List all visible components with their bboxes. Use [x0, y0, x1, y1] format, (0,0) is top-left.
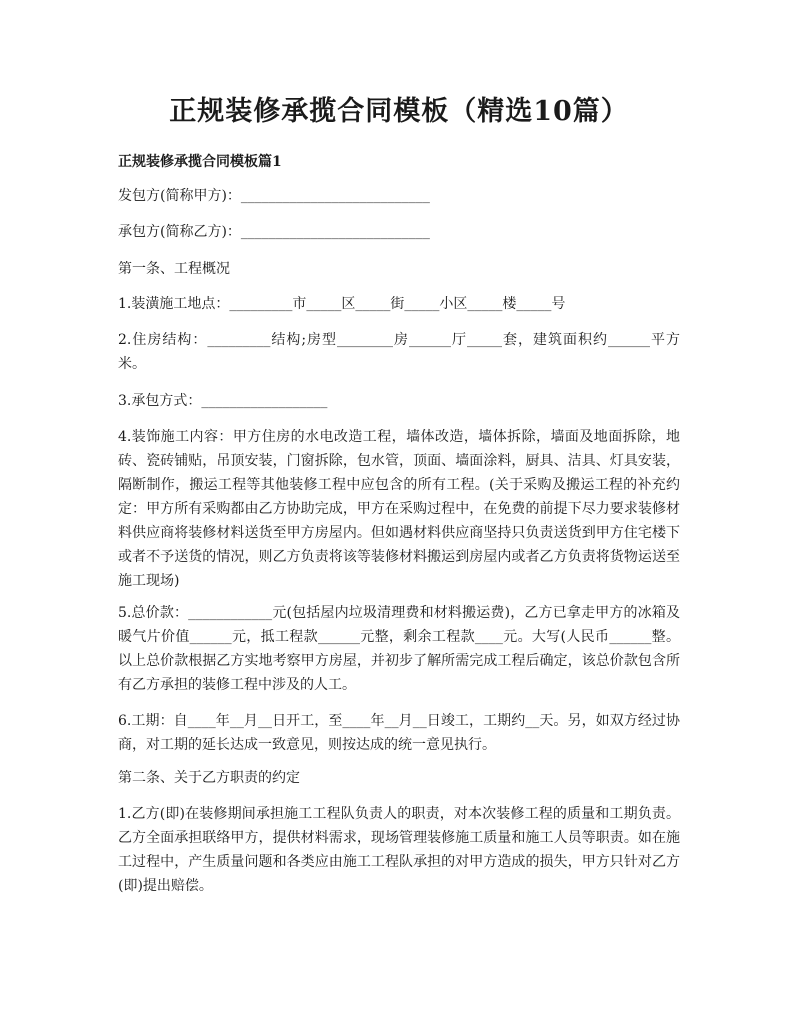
party-b-line: 承包方(简称乙方)：___________________________ [118, 224, 430, 240]
party-a-line: 发包方(简称甲方)：___________________________ [118, 188, 430, 204]
clause-3-contract-method: 3.承包方式：__________________ [118, 393, 328, 409]
section-heading: 正规装修承揽合同模板篇1 [118, 154, 282, 170]
clause-2-structure: 2.住房结构：_________结构;房型________房______厅_____套，建筑面积约______平方米。 [118, 332, 680, 372]
clause-1-location: 1.装潢施工地点：_________市_____区_____街_____小区_____楼_____号 [118, 296, 566, 312]
clause-4-construction-content: 4.装饰施工内容：甲方住房的水电改造工程，墙体改造，墙体拆除，墙面及地面拆除，地砖、瓷砖铺贴，吊顶安装，门窗拆除，包水管，顶面、墙面涂料，厨具、洁具、灯具安装，隔断制作，搬运工程等其他装修工程中应包含的所有工程。(关于采购及搬运工程的补充约定：甲方所有采购都由乙方协助完成，甲方在采购过程中，在免费的前提下尽力要求装修材料供应商将装修材料送货至甲方房屋内。但如遇材料供应商坚持只负责送货到甲方住宅楼下或者不予送货的情况，则乙方负责将该等装修材料搬运到房屋内或者乙方负责将货物运送至施工现场) [118, 429, 680, 589]
clause-6-duration: 6.工期：自____年__月__日开工，至____年__月__日竣工，工期约__天。另，如双方经过协商，对工期的延长达成一致意见，则按达成的统一意见执行。 [118, 713, 680, 753]
article-1-heading: 第一条、工程概况 [118, 261, 230, 277]
article-2-clause-1: 1.乙方(即)在装修期间承担施工工程队负责人的职责，对本次装修工程的质量和工期负责。乙方全面承担联络甲方，提供材料需求，现场管理装修施工质量和施工人员等职责。如在施工过程中，产生质量问题和各类应由施工工程队承担的对甲方造成的损失，甲方只针对乙方(即)提出赔偿。 [118, 806, 680, 894]
article-2-heading: 第二条、关于乙方职责的约定 [118, 770, 300, 786]
document-title: 正规装修承揽合同模板（精选10篇） [169, 96, 629, 127]
clause-5-total-price: 5.总价款：____________元(包括屋内垃圾清理费和材料搬运费)，乙方已拿走甲方的冰箱及暖气片价值______元，抵工程款______元整，剩余工程款____元。大写(人民币______整。以上总价款根据乙方实地考察甲方房屋，并初步了解所需完成工程后确定，该总价款包含所有乙方承担的装修工程中涉及的人工。 [118, 605, 680, 693]
